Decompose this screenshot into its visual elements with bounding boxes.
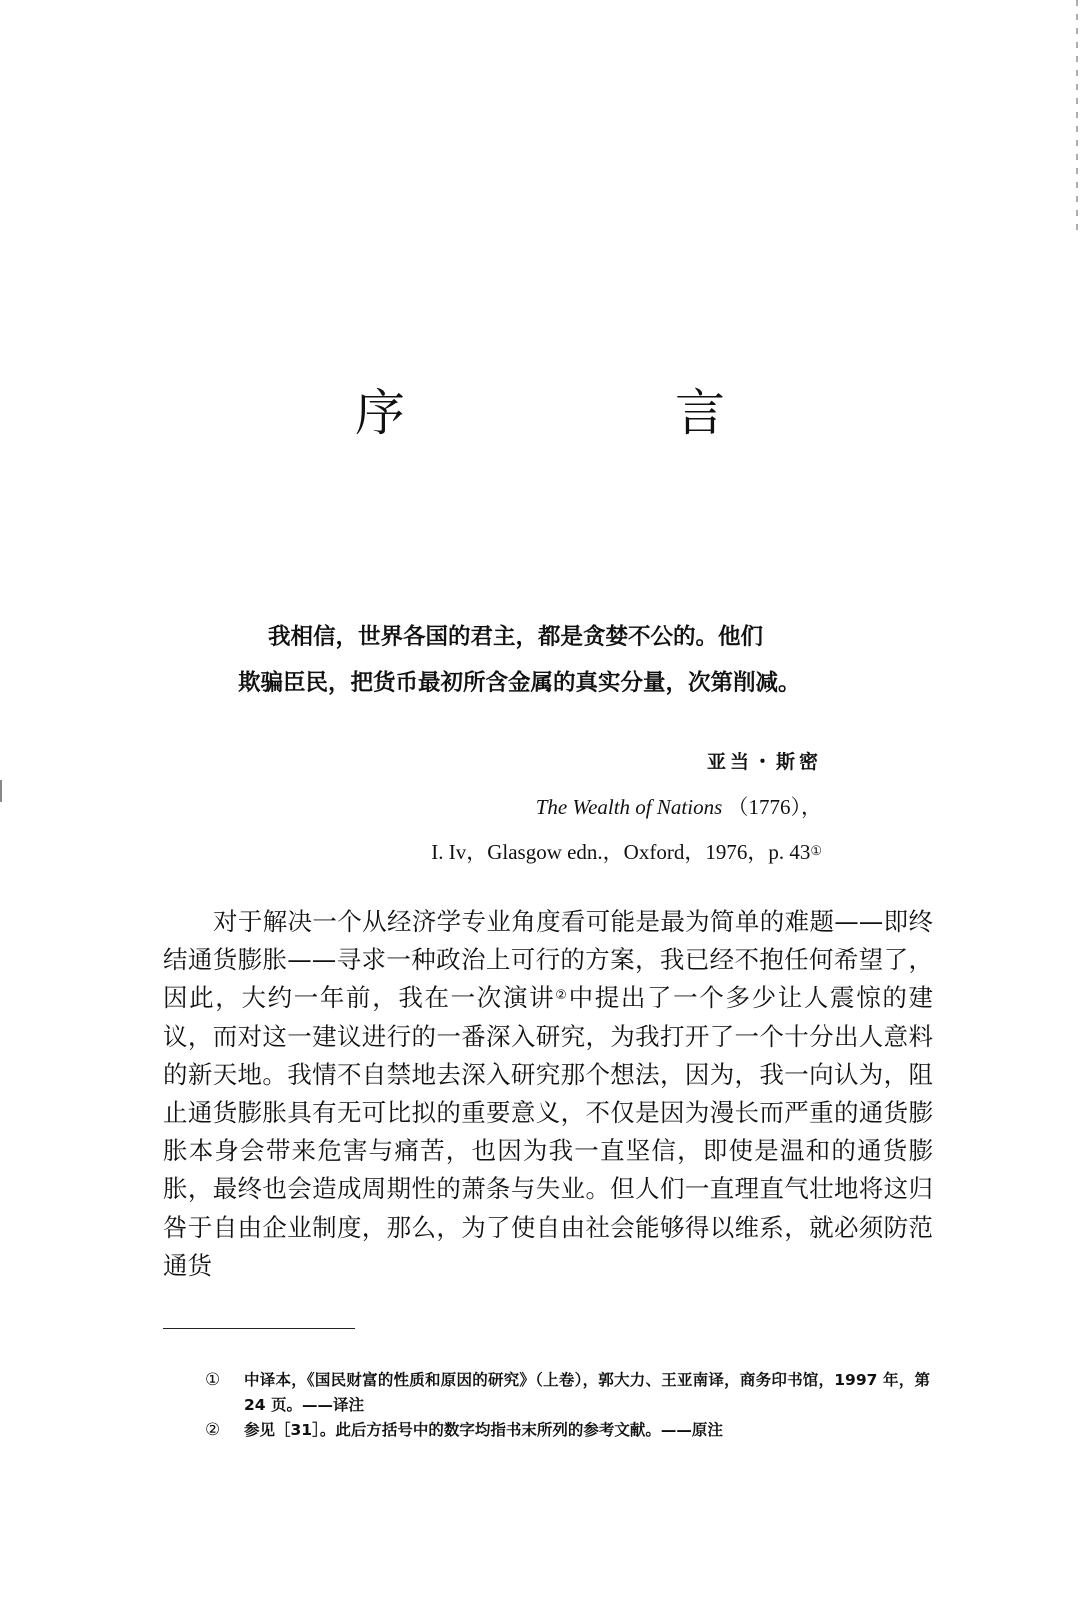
epigraph-attribution — [431, 740, 822, 875]
footnote-divider — [163, 1328, 355, 1329]
body-paragraph-part-1: 对于解决一个从经济学专业角度看可能是最为简单的难题——即终结通货膨胀——寻求一种政治上可行的方案，我已经不抱任何希望了，因此，大约一年前，我在一次演讲 — [163, 907, 933, 1013]
footnote-ref-1: ① — [810, 843, 822, 858]
epigraph-line-2: 欺骗臣民，把货币最初所含金属的真实分量，次第削减。 — [238, 670, 801, 696]
attribution-author: 亚当・斯密 — [706, 751, 822, 773]
footnote-2-text: 参见［31］。此后方括号中的数字均指书末所列的参考文献。——原注 — [244, 1421, 723, 1439]
footnote-2-marker: ② — [205, 1420, 221, 1440]
footnote-1 — [205, 1368, 930, 1418]
attribution-citation — [431, 830, 822, 875]
footnote-1-text: 中译本，《国民财富的性质和原因的研究》（上卷），郭大力、王亚南译，商务印书馆，1997 年，第 24 页。——译注 — [244, 1371, 930, 1414]
attribution-book-title: The Wealth of Nations — [535, 795, 723, 819]
attribution-book-year: （1776）， — [727, 795, 822, 819]
epigraph — [238, 614, 878, 706]
footnote-1-marker: ① — [205, 1370, 221, 1390]
footnote-2 — [205, 1418, 930, 1443]
attribution-citation-text: I. Iv，Glasgow edn.，Oxford，1976，p. 43 — [431, 840, 811, 864]
body-text — [163, 903, 933, 1285]
attribution-book — [431, 785, 822, 830]
footnote-ref-2: ② — [555, 988, 569, 1004]
body-paragraph-part-2: 中提出了一个多少让人震惊的建议，而对这一建议进行的一番深入研究，为我打开了一个十分出人意料的新天地。我情不自禁地去深入研究那个想法，因为，我一向认为，阻止通货膨胀具有无可比拟的重要意义，不仅是因为漫长而严重的通货膨胀本身会带来危害与痛苦，也因为我一直坚信，即使是温和的通货膨胀，最终也会造成周期性的萧条与失业。但人们一直理直气壮地将这归咎于自由企业制度，那么，为了使自由社会能够得以维系，就必须防范通货 — [163, 983, 934, 1280]
body-paragraph — [163, 903, 933, 1285]
footnotes — [205, 1368, 930, 1443]
scan-edge-artifact — [1076, 0, 1078, 230]
epigraph-line-1: 我相信，世界各国的君主，都是贪婪不公的。他们 — [268, 624, 764, 650]
page-title: 序 言 — [355, 384, 835, 442]
scan-margin-mark — [0, 780, 2, 802]
